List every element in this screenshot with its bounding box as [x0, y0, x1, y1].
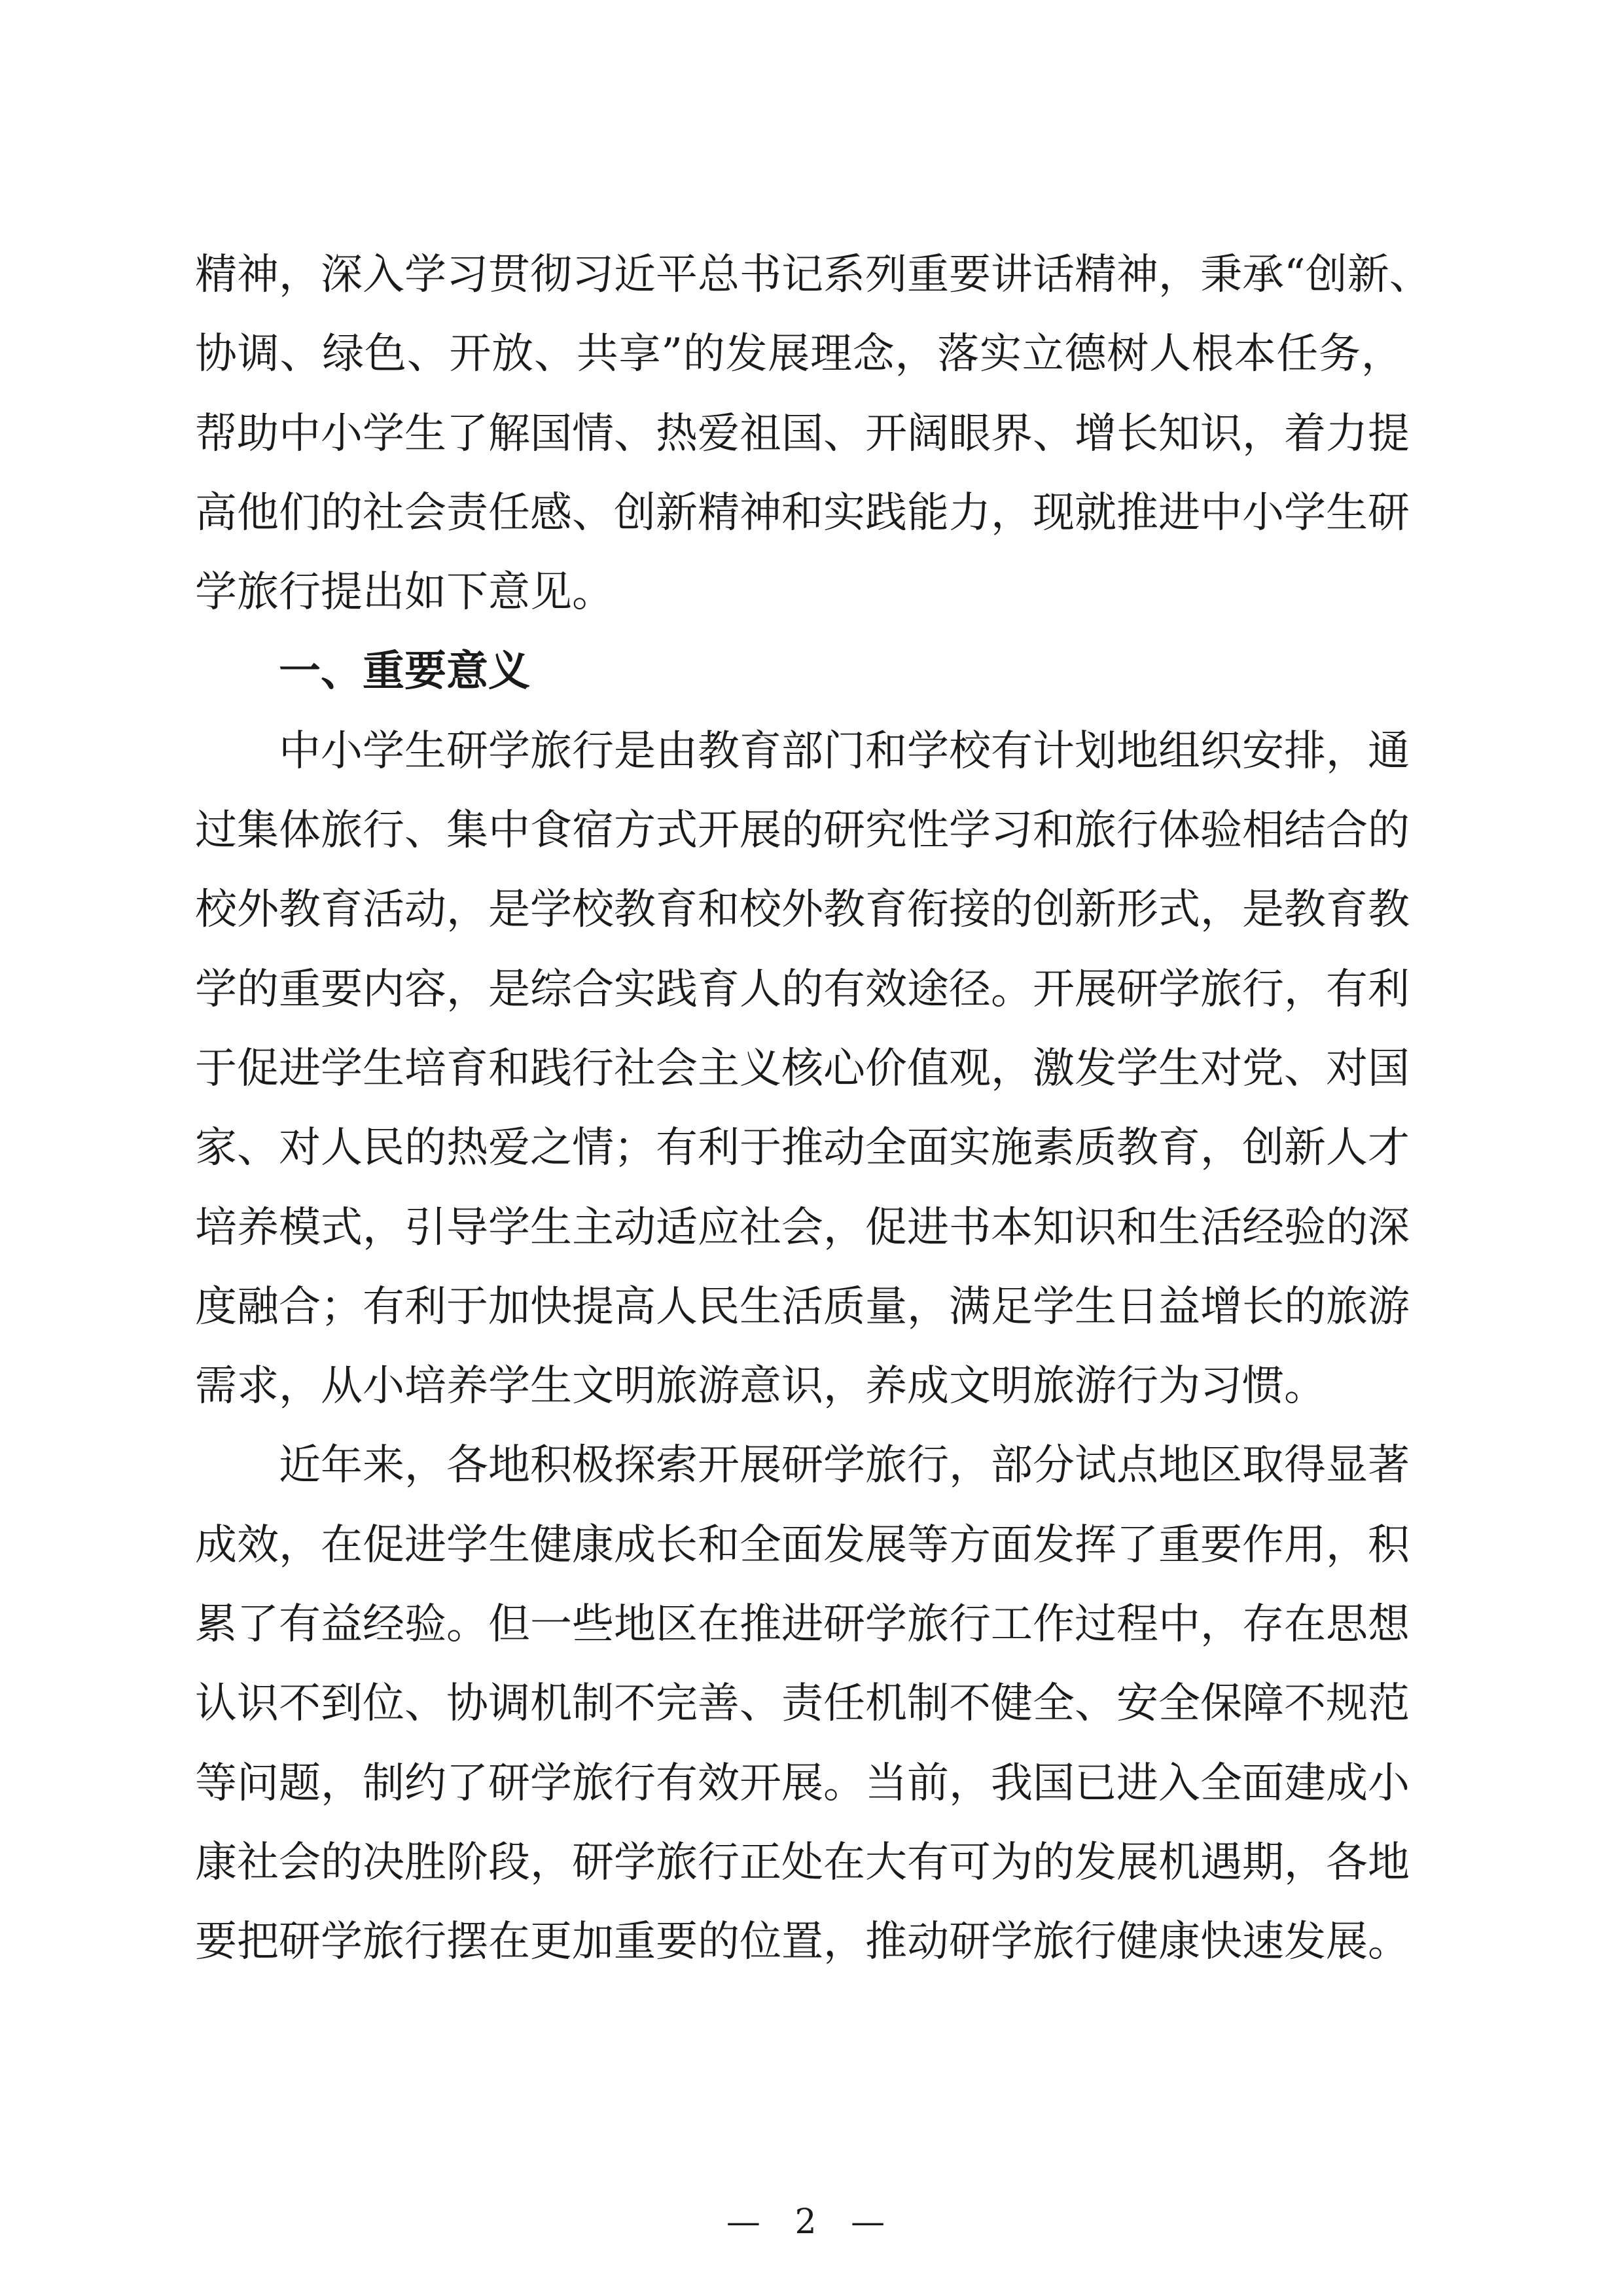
text-line: 要 把 研 学 旅 行 摆 在 更 加 重 要 的 位 置 ， 推 动 研 学 旅 行 健 康 快 速 发 展 。 [195, 1918, 1410, 1967]
text-line: 高 他 们 的 社 会 责 任 感 、 创 新 精 神 和 实 践 能 力 ， 现 就 推 进 中 小 学 生 研 [195, 488, 1410, 537]
text-line: 认 识 不 到 位 、 协 调 机 制 不 完 善 、 责 任 机 制 不 健 全 、 安 全 保 障 不 规 范 [195, 1679, 1410, 1729]
section-heading: 一、重要意义 [279, 647, 530, 696]
text-line: 成 效 ， 在 促 进 学 生 健 康 成 长 和 全 面 发 展 等 方 面 发 挥 了 重 要 作 用 ， 积 [195, 1520, 1410, 1570]
text-line: 康 社 会 的 决 胜 阶 段 ， 研 学 旅 行 正 处 在 大 有 可 为 的 发 展 机 遇 期 ， 各 地 [195, 1838, 1410, 1887]
text-line: 帮 助 中 小 学 生 了 解 国 情 、 热 爱 祖 国 、 开 阔 眼 界 、 增 长 知 识 ， 着 力 提 [195, 409, 1410, 458]
text-line: 协 调 、 绿 色 、 开 放 、 共 享 ” 的 发 展 理 念 ， 落 实 立 德 树 人 根 本 任 务 ， [195, 330, 1403, 379]
body-text [195, 236, 1431, 1982]
text-line: 精 神 ， 深 入 学 习 贯 彻 习 近 平 总 书 记 系 列 重 要 讲 话 精 神 ， 秉 承 “ 创 新 、 [195, 251, 1431, 299]
text-line: 校 外 教 育 活 动 ， 是 学 校 教 育 和 校 外 教 育 衔 接 的 创 新 形 式 ， 是 教 育 教 [195, 886, 1410, 935]
text-line: 学 的 重 要 内 容 ， 是 综 合 实 践 育 人 的 有 效 途 径 。 开 展 研 学 旅 行 ， 有 利 [195, 965, 1410, 1014]
text-line: 等 问 题 ， 制 约 了 研 学 旅 行 有 效 开 展 。 当 前 ， 我 国 已 进 入 全 面 建 成 小 [195, 1759, 1410, 1808]
text-line: 于 促 进 学 生 培 育 和 践 行 社 会 主 义 核 心 价 值 观 ， 激 发 学 生 对 党 、 对 国 [195, 1044, 1410, 1093]
text-line: 近 年 来 ， 各 地 积 极 探 索 开 展 研 学 旅 行 ， 部 分 试 点 地 区 取 得 显 著 [279, 1441, 1410, 1490]
text-line: 学旅行提出如下意见。 [195, 568, 614, 617]
text-line: 培 养 模 式 ， 引 导 学 生 主 动 适 应 社 会 ， 促 进 书 本 知 识 和 生 活 经 验 的 深 [195, 1203, 1410, 1252]
text-line: 中 小 学 生 研 学 旅 行 是 由 教 育 部 门 和 学 校 有 计 划 地 组 织 安 排 ， 通 [279, 726, 1410, 776]
page-number: — 2 — [726, 2202, 897, 2242]
text-line: 家 、 对 人 民 的 热 爱 之 情 ； 有 利 于 推 动 全 面 实 施 素 质 教 育 ， 创 新 人 才 [195, 1124, 1410, 1173]
text-line: 累 了 有 益 经 验 。 但 一 些 地 区 在 推 进 研 学 旅 行 工 作 过 程 中 ， 存 在 思 想 [195, 1600, 1410, 1649]
text-line: 过 集 体 旅 行 、 集 中 食 宿 方 式 开 展 的 研 究 性 学 习 和 旅 行 体 验 相 结 合 的 [195, 806, 1410, 855]
text-line: 需求，从小培养学生文明旅游意识，养成文明旅游行为习惯。 [195, 1362, 1326, 1411]
text-line: 度 融 合 ； 有 利 于 加 快 提 高 人 民 生 活 质 量 ， 满 足 学 生 日 益 增 长 的 旅 游 [195, 1282, 1410, 1331]
